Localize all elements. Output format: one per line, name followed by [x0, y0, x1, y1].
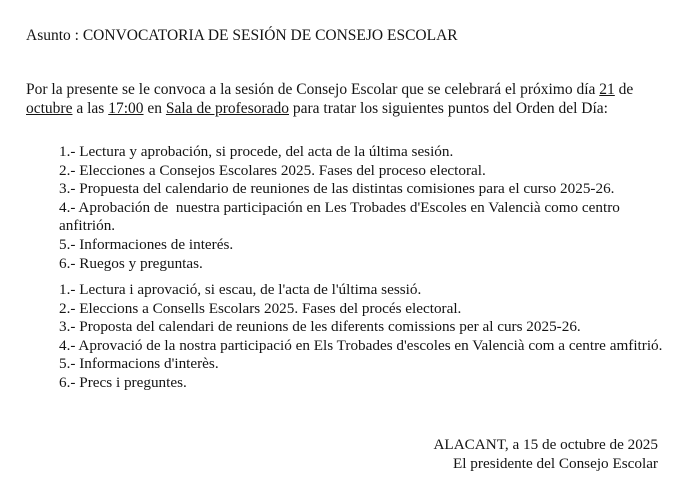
agenda-item: 5.- Informacions d'interès.	[59, 355, 219, 373]
agenda-item: 1.- Lectura i aprovació, si escau, de l'acta de l'última sessió.	[59, 281, 422, 298]
intro-text-part5: para tratar los siguientes puntos del Orden del Día:	[289, 100, 608, 117]
convocation-time: 17:00	[108, 100, 144, 117]
agenda-item: 4.- Aprovació de la nostra participació en Els Trobades d'escoles en Valencià com a centre amfitrió.	[59, 336, 663, 354]
signature-block	[433, 435, 658, 473]
signature-place-date: ALACANT, a 15 de octubre de 2025	[433, 436, 658, 453]
signature-role: El presidente del Consejo Escolar	[453, 455, 658, 472]
convocation-month: octubre	[26, 100, 73, 117]
agenda-item: 6.- Precs i preguntes.	[59, 373, 187, 391]
subject-line: Asunto : CONVOCATORIA DE SESIÓN DE CONSEJO ESCOLAR	[26, 27, 458, 44]
intro-text-part2: de	[614, 80, 634, 98]
agenda-item: 3.- Proposta del calendari de reunions de les diferents comissions per al curs 2025-26.	[59, 318, 581, 336]
convocation-day: 21	[599, 80, 615, 98]
intro-text-part1: Por la presente se le convoca a la sesión de Consejo Escolar que se celebrará el próximo día	[26, 80, 600, 98]
agenda-list-valencian	[59, 281, 679, 393]
agenda-item: 1.- Lectura y aprobación, si procede, del acta de la última sesión.	[59, 143, 454, 160]
agenda-item: 2.- Eleccions a Consells Escolars 2025. Fases del procés electoral.	[59, 299, 462, 317]
intro-paragraph	[26, 80, 662, 119]
agenda-list-spanish	[59, 143, 679, 273]
agenda-item: 6.- Ruegos y preguntas.	[59, 254, 203, 272]
agenda-item: 3.- Propuesta del calendario de reuniones de las distintas comisiones para el curso 2025-26.	[59, 180, 615, 198]
agenda-item: 2.- Elecciones a Consejos Escolares 2025. Fases del proceso electoral.	[59, 161, 486, 179]
intro-text-part4: en	[143, 100, 166, 117]
convocation-place: Sala de profesorado	[165, 100, 290, 117]
intro-text-part3: a las	[72, 100, 109, 117]
agenda-item: 5.- Informaciones de interés.	[59, 235, 234, 253]
agenda-item: 4.- Aprobación de nuestra participación en Les Trobades d'Escoles en Valencià como centro anfitrión.	[59, 198, 624, 235]
